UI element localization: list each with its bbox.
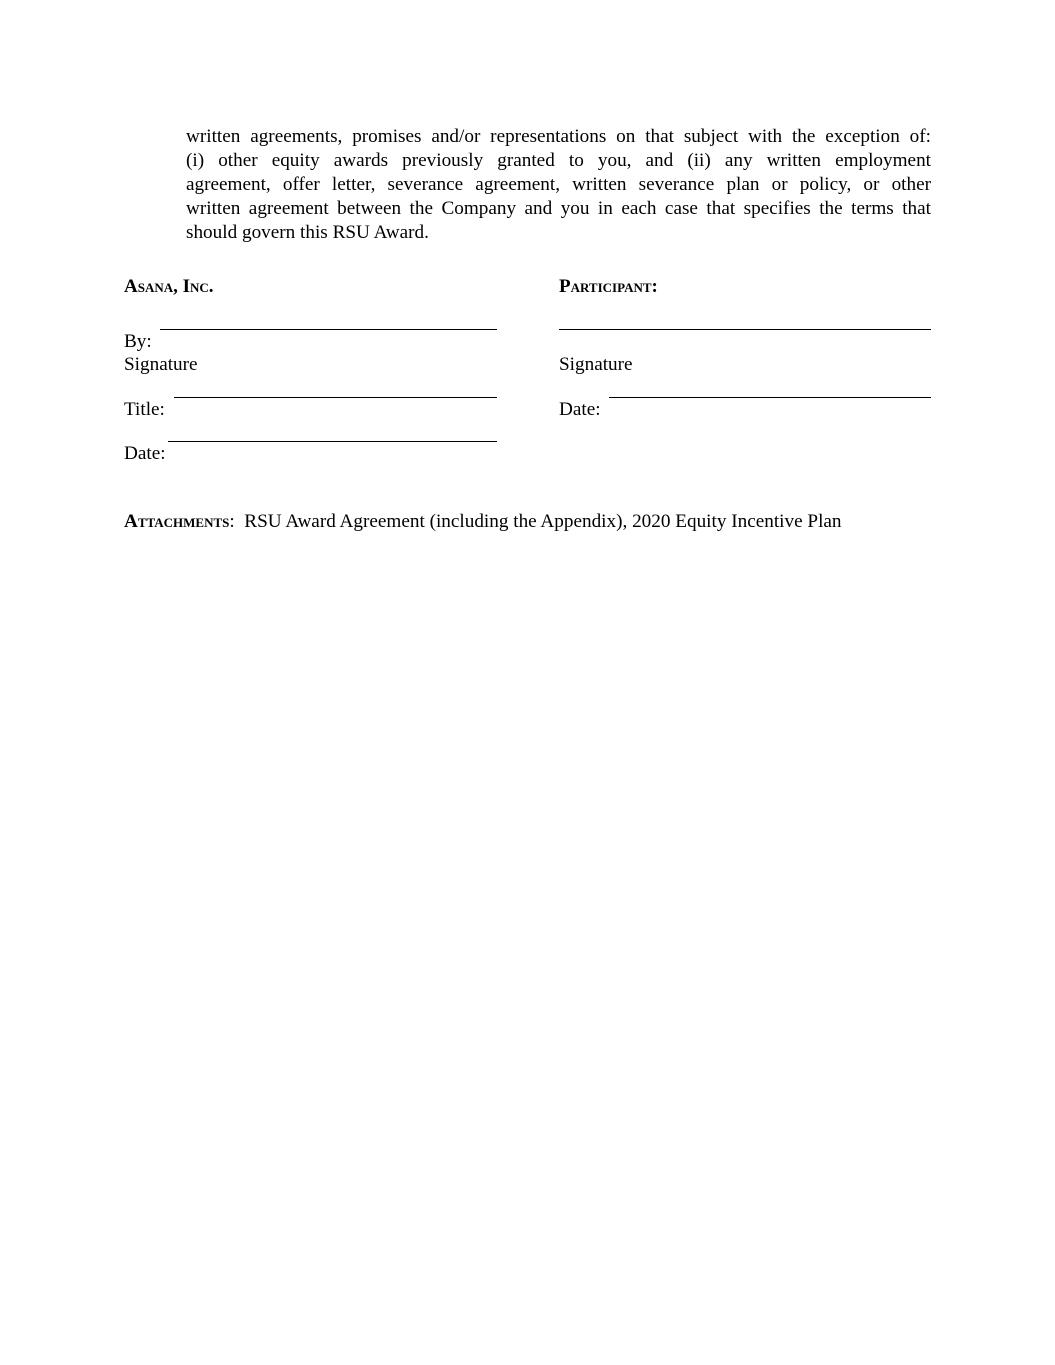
participant-date-line[interactable]	[609, 397, 931, 398]
paragraph-line: written agreements, promises and/or representations on that subject with the exception of:	[186, 126, 931, 147]
paragraph-line: should govern this RSU Award.	[186, 222, 429, 243]
company-date-line[interactable]	[168, 441, 497, 442]
company-heading: Asana, Inc.	[124, 276, 214, 297]
company-title-line[interactable]	[174, 397, 497, 398]
paragraph-line: agreement, offer letter, severance agreement, written severance plan or policy, or other	[186, 174, 931, 195]
attachments-text: RSU Award Agreement (including the Appendix), 2020 Equity Incentive Plan	[244, 511, 842, 532]
participant-date-label: Date:	[559, 399, 601, 420]
company-signature-line[interactable]	[160, 329, 497, 330]
participant-heading: Participant:	[559, 276, 658, 297]
company-title-label: Title:	[124, 399, 165, 420]
company-date-label: Date:	[124, 443, 166, 464]
company-by-label: By:	[124, 331, 152, 352]
company-signature-caption: Signature	[124, 354, 198, 375]
attachments-label: Attachments	[124, 511, 230, 532]
attachments-separator: :	[229, 511, 235, 532]
body-paragraph	[186, 125, 931, 245]
attachments-line	[124, 510, 842, 534]
paragraph-line: (i) other equity awards previously granted to you, and (ii) any written employment	[186, 150, 931, 171]
participant-signature-caption: Signature	[559, 354, 633, 375]
paragraph-line: written agreement between the Company and you in each case that specifies the terms that	[186, 198, 931, 219]
participant-signature-line[interactable]	[559, 329, 931, 330]
